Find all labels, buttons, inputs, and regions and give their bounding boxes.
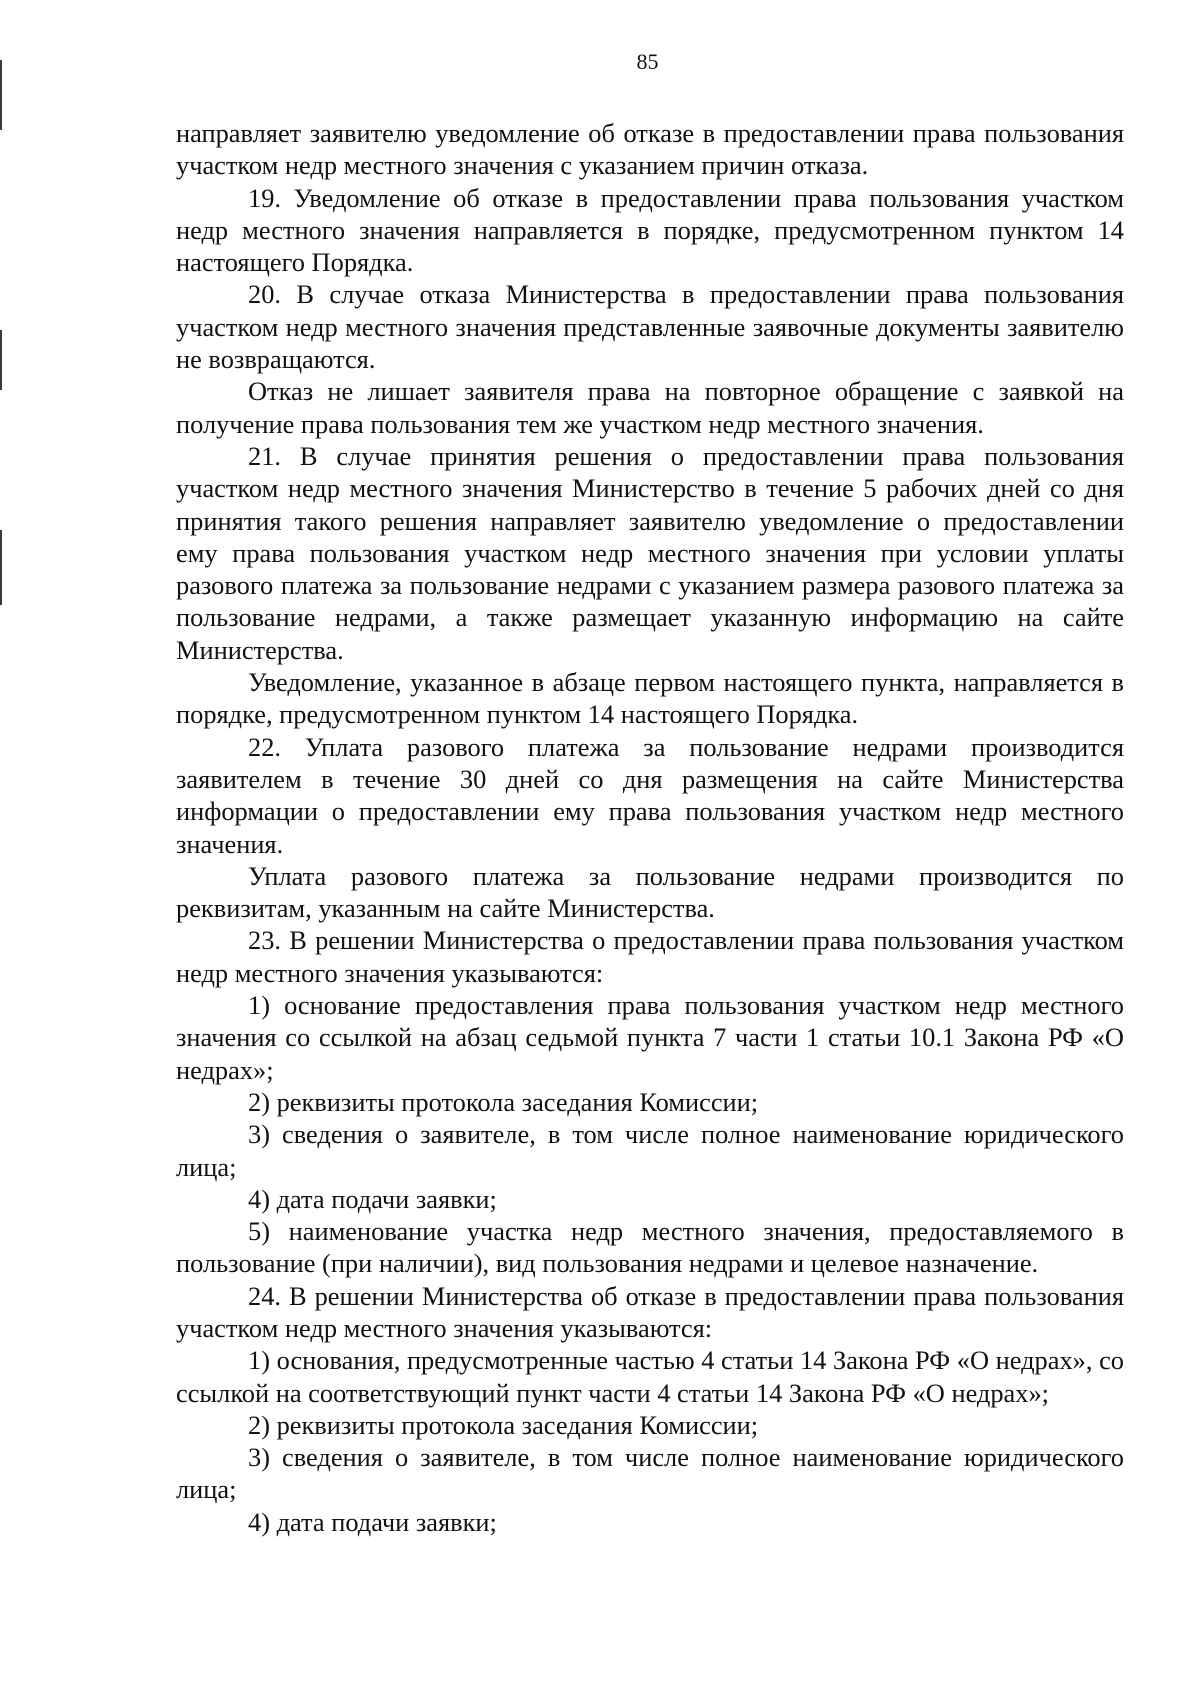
paragraph-item-22: 22. Уплата разового платежа за пользование недрами производится заявителем в течение 30 дней со дня размещения на сайте Министерства информации о предоставлении ему права пользования участком недр местного значения. [176, 731, 1124, 859]
paragraph: Отказ не лишает заявителя права на повторное обращение с заявкой на получение права пользования тем же участком недр местного значения. [176, 376, 1124, 439]
paragraph-item-23: 23. В решении Министерства о предоставлении права пользования участком недр местного значения указываются: [176, 925, 1124, 988]
list-item: 4) дата подачи заявки; [248, 1183, 497, 1214]
list-item: 2) реквизиты протокола заседания Комиссии; [248, 1409, 759, 1440]
list-item: 3) сведения о заявителе, в том числе полное наименование юридического лица; [176, 1119, 1124, 1182]
scan-edge-mark [0, 330, 2, 390]
page-number: 85 [636, 49, 659, 74]
document-body [176, 117, 1124, 1538]
list-item: 5) наименование участка недр местного значения, предоставляемого в пользование (при наличии), вид пользования недрами и целевое назначение. [176, 1216, 1124, 1279]
paragraph-item-24: 24. В решении Министерства об отказе в предоставлении права пользования участком недр местного значения указываются: [176, 1280, 1124, 1343]
list-item: 1) основание предоставления права пользования участком недр местного значения со ссылкой на абзац седьмой пункта 7 части 1 статьи 10.1 Закона РФ «О недрах»; [176, 990, 1124, 1085]
list-item: 4) дата подачи заявки; [248, 1506, 497, 1537]
paragraph: Уплата разового платежа за пользование недрами производится по реквизитам, указанным на сайте Министерства. [176, 860, 1124, 924]
list-item: 2) реквизиты протокола заседания Комиссии; [248, 1086, 759, 1117]
list-item: 1) основания, предусмотренные частью 4 статьи 14 Закона РФ «О недрах», со ссылкой на соответствующий пункт части 4 статьи 14 Закона РФ «О недрах»; [176, 1345, 1124, 1408]
scan-edge-mark [0, 530, 2, 605]
list-item: 3) сведения о заявителе, в том числе полное наименование юридического лица; [176, 1442, 1124, 1505]
paragraph-item-21: 21. В случае принятия решения о предоставлении права пользования участком недр местного значения Министерство в течение 5 рабочих дней со дня принятия такого решения направляет заявителю уведомление о предоставлении ему права пользования участком недр местного значения при условии уплаты разового платежа за пользование недрами с указанием размера разового платежа за пользование недрами, а также размещает указанную информацию на сайте Министерства. [176, 440, 1124, 665]
paragraph: Уведомление, указанное в абзаце первом настоящего пункта, направляется в порядке, предусмотренном пунктом 14 настоящего Порядка. [176, 667, 1124, 730]
paragraph-item-19: 19. Уведомление об отказе в предоставлении права пользования участком недр местного значения направляется в порядке, предусмотренном пунктом 14 настоящего Порядка. [176, 182, 1124, 278]
paragraph-item-20: 20. В случае отказа Министерства в предоставлении права пользования участком недр местного значения представленные заявочные документы заявителю не возвращаются. [176, 279, 1124, 375]
paragraph: направляет заявителю уведомление об отказе в предоставлении права пользования участком недр местного значения с указанием причин отказа. [176, 118, 1124, 181]
